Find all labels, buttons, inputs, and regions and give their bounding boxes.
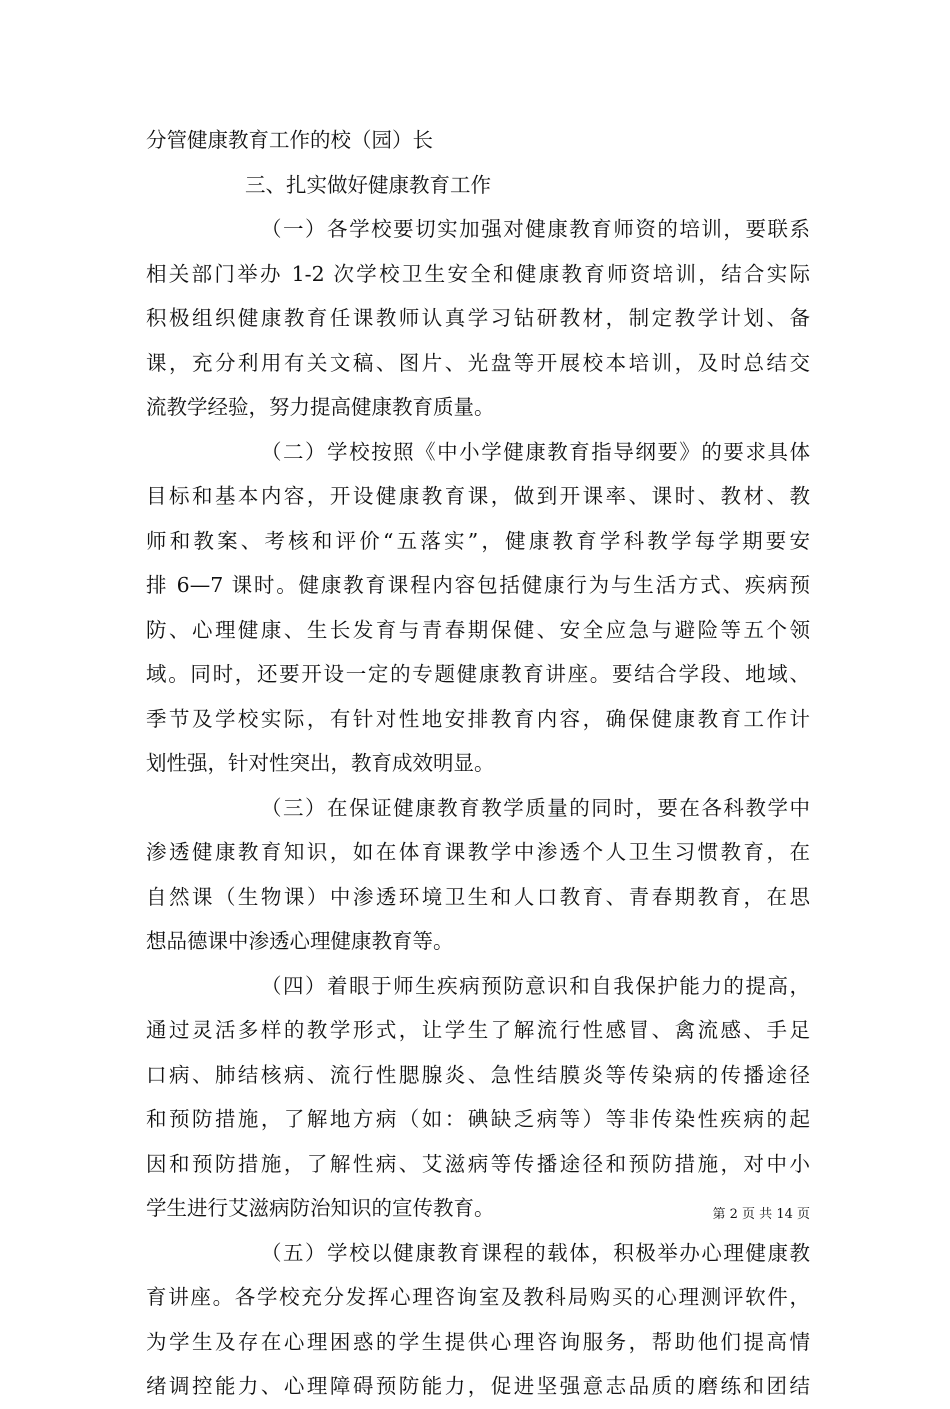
paragraph-5-line: 绪调控能力、心理障碍预防能力，促进坚强意志品质的磨练和团结 xyxy=(146,1374,810,1398)
paragraph-3-line: 渗透健康教育知识，如在体育课教学中渗透个人卫生习惯教育，在 xyxy=(146,840,810,864)
paragraph-2-line: 防、心理健康、生长发育与青春期保健、安全应急与避险等五个领 xyxy=(146,617,810,642)
paragraph-3-line: 自然课（生物课）中渗透环境卫生和人口教育、青春期教育，在思 xyxy=(146,884,810,909)
paragraph-2-line: 划性强，针对性突出，教育成效明显。 xyxy=(146,751,495,775)
paragraph-2-line: 目标和基本内容，开设健康教育课，做到开课率、课时、教材、教 xyxy=(146,484,810,508)
page-number-footer: 第 2 页 共 14 页 xyxy=(712,1207,810,1222)
paragraph-2-line: 季节及学校实际，有针对性地安排教育内容，确保健康教育工作计 xyxy=(146,706,810,731)
paragraph-3-line: 想品德课中渗透心理健康教育等。 xyxy=(146,929,454,953)
paragraph-2-line: 排 6—7 课时。健康教育课程内容包括健康行为与生活方式、疾病预 xyxy=(146,573,810,597)
paragraph-3-line: （三）在保证健康教育教学质量的同时，要在各科教学中 xyxy=(261,795,810,820)
paragraph-4-line: 学生进行艾滋病防治知识的宣传教育。 xyxy=(146,1196,495,1220)
paragraph-2-line: （二）学校按照《中小学健康教育指导纲要》的要求具体 xyxy=(261,439,810,464)
paragraph-4-line: 和预防措施，了解地方病（如：碘缺乏病等）等非传染性疾病的起 xyxy=(146,1107,810,1131)
section-heading: 三、扎实做好健康教育工作 xyxy=(245,172,491,197)
paragraph-4-line: 因和预防措施，了解性病、艾滋病等传播途径和预防措施，对中小 xyxy=(146,1151,810,1176)
paragraph-1-line: 积极组织健康教育任课教师认真学习钻研教材，制定教学计划、备 xyxy=(146,306,810,330)
paragraph-1-line: （一）各学校要切实加强对健康教育师资的培训，要联系 xyxy=(261,217,810,241)
paragraph-1-line: 课，充分利用有关文稿、图片、光盘等开展校本培训，及时总结交 xyxy=(146,350,810,375)
paragraph-5-line: （五）学校以健康教育课程的载体，积极举办心理健康教 xyxy=(261,1240,810,1265)
paragraph-4-line: 通过灵活多样的教学形式，让学生了解流行性感冒、禽流感、手足 xyxy=(146,1018,810,1042)
paragraph-1-line: 相关部门举办 1-2 次学校卫生安全和健康教育师资培训，结合实际 xyxy=(146,261,810,286)
paragraph-2-line: 域。同时，还要开设一定的专题健康教育讲座。要结合学段、地域、 xyxy=(146,662,810,686)
text-line: 分管健康教育工作的校（园）长 xyxy=(146,128,433,152)
paragraph-4-line: （四）着眼于师生疾病预防意识和自我保护能力的提高， xyxy=(261,973,810,998)
paragraph-5-line: 为学生及存在心理困惑的学生提供心理咨询服务，帮助他们提高情 xyxy=(146,1329,810,1354)
paragraph-2-line: 师和教案、考核和评价“五落实”，健康教育学科教学每学期要安 xyxy=(146,528,810,553)
paragraph-4-line: 口病、肺结核病、流行性腮腺炎、急性结膜炎等传染病的传播途径 xyxy=(146,1062,810,1087)
paragraph-5-line: 育讲座。各学校充分发挥心理咨询室及教科局购买的心理测评软件， xyxy=(146,1285,810,1309)
paragraph-1-line: 流教学经验，努力提高健康教育质量。 xyxy=(146,395,495,419)
